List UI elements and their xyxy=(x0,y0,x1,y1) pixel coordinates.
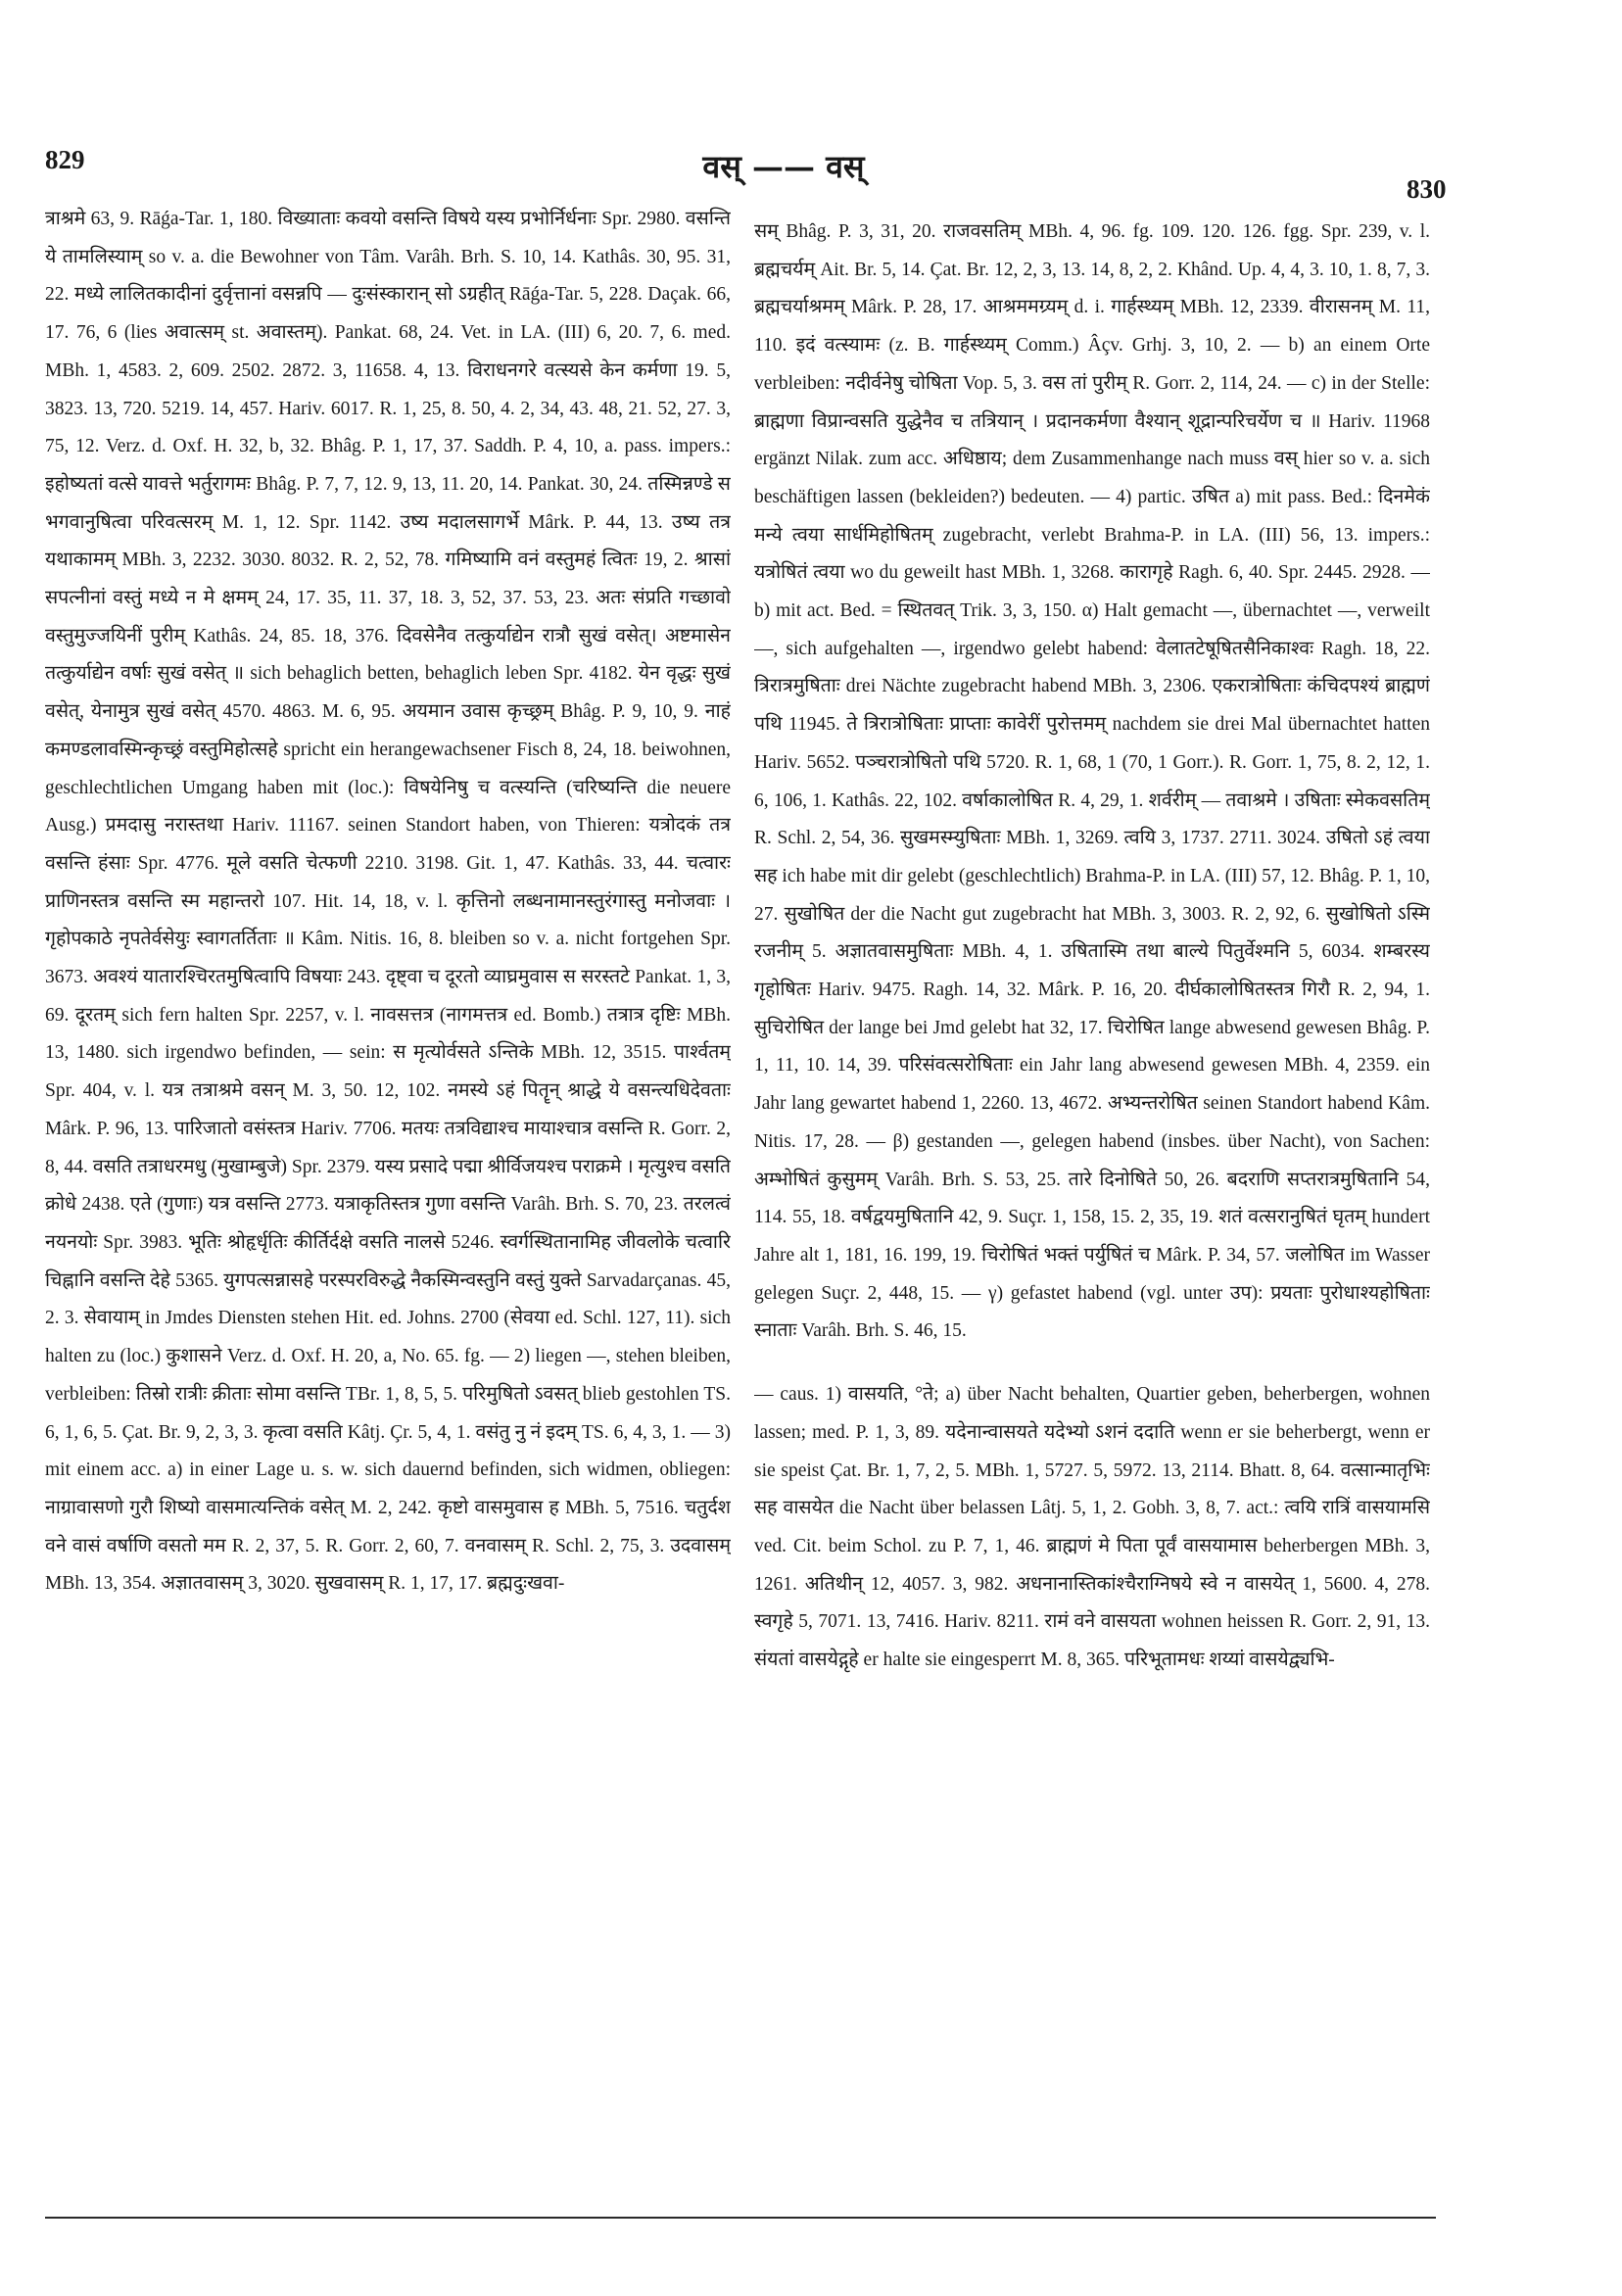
left-page-number: 829 xyxy=(45,145,85,174)
footer-rule xyxy=(45,2217,1436,2219)
running-head: वस् —— वस् xyxy=(702,148,865,185)
right-column xyxy=(754,214,1430,2182)
right-column-paragraph: — caus. 1) वासयति, °ते; a) über Nacht behalten, Quartier geben, beherbergen, wohnen lassen; med. P. 1, 3, 89. यदेनान्वासयते यदेभ्यो ऽशनं ददाति wenn er sie beherbergt, wenn er sie speist Çat. Br. 1, 7, 2, 5. MBh. 1, 5727. 5, 5972. 13, 2114. Bhatt. 8, 64. वत्सान्मातृभिः सह वासयेत die Nacht über belassen Lâtj. 5, 1, 2. Gobh. 3, 8, 7. act.: त्वयि रात्रिं वासयामसि ved. Cit. beim Schol. zu P. 7, 1, 46. ब्राह्मणं मे पिता पूर्वं वासयामास beherbergen MBh. 3, 1261. अतिथीन् 12, 4057. 3, 982. अधनानास्तिकांश्चैराग्निषये स्वे न वासयेत् 1, 5600. 4, 278. स्वगृहे 5, 7071. 13, 7416. Hariv. 8211. रामं वने वासयता wohnen heissen R. Gorr. 2, 91, 13. संयतां वासयेद्गृहे er halte sie eingesperrt M. 8, 365. परिभूतामधः शय्यां वासयेद्व्यभि- xyxy=(754,1384,1430,1671)
left-column xyxy=(45,201,731,2170)
left-column-paragraph: त्राश्रमे 63, 9. Rāǵa-Tar. 1, 180. विख्याताः कवयो वसन्ति विषये यस्य प्रभोर्निर्धनाः Spr. 2980. वसन्ति ये तामलिस्याम् so v. a. die Bewohner von Tâm. Varâh. Brh. S. 10, 14. Kathâs. 30, 95. 31, 22. मध्ये लालितकादीनां दुर्वृत्तानां वसन्नपि — दुःसंस्कारान् सो ऽग्रहीत् Rāǵa-Tar. 5, 228. Daçak. 66, 17. 76, 6 (lies अवात्सम् st. अवास्तम्). Pankat. 68, 24. Vet. in LA. (III) 6, 20. 7, 6. med. MBh. 1, 4583. 2, 609. 2502. 2872. 3, 11658. 4, 13. विराधनगरे वत्स्यसे केन कर्मणा 19. 5, 3823. 13, 720. 5219. 14, 457. Hariv. 6017. R. 1, 25, 8. 50, 4. 2, 34, 43. 48, 21. 52, 27. 3, 75, 12. Verz. d. Oxf. H. 32, b, 32. Bhâg. P. 1, 17, 37. Saddh. P. 4, 10, a. pass. impers.: इहोष्यतां वत्से यावत्ते भर्तुरागमः Bhâg. P. 7, 7, 12. 9, 13, 11. 20, 14. Pankat. 30, 24. तस्मिन्नण्डे स भगवानुषित्वा परिवत्सरम् M. 1, 12. Spr. 1142. उष्य मदालसागर्भे Mârk. P. 44, 13. उष्य तत्र यथाकामम् MBh. 3, 2232. 3030. 8032. R. 2, 52, 78. गमिष्यामि वनं वस्तुमहं त्वितः 19, 2. श्रासां सपत्नीनां वस्तुं मध्ये न मे क्षमम् 24, 17. 35, 11. 37, 18. 3, 52, 37. 53, 23. अतः संप्रति गच्छावो वस्तुमुज्जयिनीं पुरीम् Kathâs. 24, 85. 18, 376. दिवसेनैव तत्कुर्याद्येन रात्रौ सुखं वसेत्। अष्टमासेन तत्कुर्याद्येन वर्षाः सुखं वसेत् ॥ sich behaglich betten, behaglich leben Spr. 4182. येन वृद्धः सुखं वसेत्, येनामुत्र सुखं वसेत् 4570. 4863. M. 6, 95. अयमान उवास कृच्छ्रम् Bhâg. P. 9, 10, 9. नाहं कमण्डलावस्मिन्कृच्छ्रं वस्तुमिहोत्सहे spricht ein herangewachsener Fisch 8, 24, 18. beiwohnen, geschlechtlichen Umgang haben mit (loc.): विषयेनिषु च वत्स्यन्ति (चरिष्यन्ति die neuere Ausg.) प्रमदासु नरास्तथा Hariv. 11167. seinen Standort haben, von Thieren: यत्रोदकं तत्र वसन्ति हंसाः Spr. 4776. मूले वसति चेत्फणी 2210. 3198. Git. 1, 47. Kathâs. 33, 44. चत्वारः प्राणिनस्तत्र वसन्ति स्म महान्तरो 107. Hit. 14, 18, v. l. कृत्तिनो लब्धनामानस्तुरंगास्तु मनोजवाः । गृहोपकाठे नृपतेर्वसेयुः स्वागतर्तिताः ॥ Kâm. Nitis. 16, 8. bleiben so v. a. nicht fortgehen Spr. 3673. अवश्यं यातारश्चिरतमुषित्वापि विषयाः 243. दृष्ट्वा च दूरतो व्याघ्रमुवास स सरस्तटे Pankat. 1, 3, 69. दूरतम् sich fern halten Spr. 2257, v. l. नावसत्तत्र (नागमत्तत्र ed. Bomb.) तत्रात्र दृष्टिः MBh. 13, 1480. sich irgendwo befinden, — sein: स मृत्योर्वसते ऽन्तिके MBh. 12, 3515. पार्श्वतम् Spr. 404, v. l. यत्र तत्राश्रमे वसन् M. 3, 50. 12, 102. नमस्ये ऽहं पितॄन् श्राद्धे ये वसन्त्यधिदेवताः Mârk. P. 96, 13. पारिजातो वसंस्तत्र Hariv. 7706. मतयः तत्रविद्याश्च मायाश्चात्र वसन्ति R. Gorr. 2, 8, 44. वसति तत्राधरमधु (मुखाम्बुजे) Spr. 2379. यस्य प्रसादे पद्मा श्रीर्विजयश्च पराक्रमे । मृत्युश्च वसति क्रोधे 2438. एते (गुणाः) यत्र वसन्ति 2773. यत्राकृतिस्तत्र गुणा वसन्ति Varâh. Brh. S. 70, 23. तरलत्वं नयनयोः Spr. 3983. भूतिः श्रोहृर्धृतिः कीर्तिर्दक्षे वसति नालसे 5246. स्वर्गस्थितानामिह जीवलोके चत्वारि चिह्नानि वसन्ति देहे 5365. युगपत्सन्नासहे परस्परविरुद्धे नैकस्मिन्वस्तुनि वस्तुं युक्ते Sarvadarçanas. 45, 2. 3. सेवायाम् in Jmdes Diensten stehen Hit. ed. Johns. 2700 (सेवया ed. Schl. 127, 11). sich halten zu (loc.) कुशासने Verz. d. Oxf. H. 20, a, No. 65. fg. — 2) liegen —, stehen bleiben, verbleiben: तिस्रो रात्रीः क्रीताः सोमा वसन्ति TBr. 1, 8, 5, 5. परिमुषितो ऽवसत् blieb gestohlen TS. 6, 1, 6, 5. Çat. Br. 9, 2, 3, 3. कृत्वा वसति Kâtj. Çr. 5, 4, 1. वसंतु नु नं इदम् TS. 6, 4, 3, 1. — 3) mit einem acc. a) in einer Lage u. s. w. sich dauernd befinden, sich widmen, obliegen: नाग्रावासणो गुरौ शिष्यो वासमात्यन्तिकं वसेत् M. 2, 242. कृष्टो वासमुवास ह MBh. 5, 7516. चतुर्दश वने वासं वर्षाणि वसतो मम R. 2, 37, 5. R. Gorr. 2, 60, 7. वनवासम् R. Schl. 2, 75, 3. उदवासम् MBh. 13, 354. अज्ञातवासम् 3, 3020. सुखवासम् R. 1, 17, 17. ब्रह्मदुःखवा- xyxy=(45,209,731,1595)
right-page-number: 830 xyxy=(1407,174,1447,204)
right-column-paragraph: सम् Bhâg. P. 3, 31, 20. राजवसतिम् MBh. 4, 96. fg. 109. 120. 126. fgg. Spr. 239, v. l. ब्रह्मचर्यम् Ait. Br. 5, 14. Çat. Br. 12, 2, 3, 13. 14, 8, 2, 2. Khând. Up. 4, 4, 3. 10, 1. 8, 7, 3. ब्रह्मचर्याश्रमम् Mârk. P. 28, 17. आश्रममग्र्यम् d. i. गार्हस्थ्यम् MBh. 12, 2339. वीरासनम् M. 11, 110. इदं वत्स्यामः (z. B. गार्हस्थ्यम् Comm.) Âçv. Grhj. 3, 10, 2. — b) an einem Orte verbleiben: नदीर्वनेषु चोषिता Vop. 5, 3. वस तां पुरीम् R. Gorr. 2, 114, 24. — c) in der Stelle: ब्राह्मणा विप्रान्वसति युद्धेनैव च तत्रियान् । प्रदानकर्मणा वैश्यान् शूद्रान्परिचर्येण च ॥ Hariv. 11968 ergänzt Nilak. zum acc. अधिष्ठाय; dem Zusammenhange nach muss वस् hier so v. a. sich beschäftigen lassen (bekleiden?) bedeuten. — 4) partic. उषित a) mit pass. Bed.: दिनमेकं मन्ये त्वया सार्धमिहोषितम् zugebracht, verlebt Brahma-P. in LA. (III) 56, 13. impers.: यत्रोषितं त्वया wo du geweilt hast MBh. 1, 3268. कारागृहे Ragh. 6, 40. Spr. 2445. 2928. — b) mit act. Bed. = स्थितवत् Trik. 3, 3, 150. α) Halt gemacht —, übernachtet —, verweilt —, sich aufgehalten —, irgendwo gelebt habend: वेलातटेषूषितसैनिकाश्वः Ragh. 18, 22. त्रिरात्रमुषिताः drei Nächte zugebracht habend MBh. 3, 2306. एकरात्रोषिताः कंचिदपश्यं ब्राह्मणं पथि 11945. ते त्रिरात्रोषिताः प्राप्ताः कावेरीं पुरोत्तमम् nachdem sie drei Mal übernachtet hatten Hariv. 5652. पञ्चरात्रोषितो पथि 5720. R. 1, 68, 1 (70, 1 Gorr.). R. Gorr. 1, 75, 8. 2, 12, 1. 6, 106, 1. Kathâs. 22, 102. वर्षाकालोषित R. 4, 29, 1. शर्वरीम् — तवाश्रमे । उषिताः स्मेकवसतिम् R. Schl. 2, 54, 36. सुखमस्म्युषिताः MBh. 1, 3269. त्वयि 3, 1737. 2711. 3024. उषितो ऽहं त्वया सह ich habe mit dir gelebt (geschlechtlich) Brahma-P. in LA. (III) 57, 12. Bhâg. P. 1, 10, 27. सुखोषित der die Nacht gut zugebracht hat MBh. 3, 3003. R. 2, 92, 6. सुखोषितो ऽस्मि रजनीम् 5. अज्ञातवासमुषिताः MBh. 4, 1. उषितास्मि तथा बाल्ये पितुर्वेश्मनि 5, 6034. शम्बरस्य गृहोषितः Hariv. 9475. Ragh. 14, 32. Mârk. P. 16, 20. दीर्घकालोषितस्तत्र गिरौ R. 2, 94, 1. सुचिरोषित der lange bei Jmd gelebt hat 32, 17. चिरोषित lange abwesend gewesen Bhâg. P. 1, 11, 10. 14, 39. परिसंवत्सरोषिताः ein Jahr lang abwesend gewesen MBh. 4, 2359. ein Jahr lang gewartet habend 1, 2260. 13, 4672. अभ्यन्तरोषित seinen Standort habend Kâm. Nitis. 17, 28. — β) gestanden —, gelegen habend (insbes. über Nacht), von Sachen: अम्भोषितं कुसुमम् Varâh. Brh. S. 53, 25. तारे दिनोषिते 50, 26. बदराणि सप्तरात्रमुषितानि 54, 114. 55, 18. वर्षद्वयमुषितानि 42, 9. Suçr. 1, 158, 15. 2, 35, 19. शतं वत्सरानुषितं घृतम् hundert Jahre alt 1, 181, 16. 199, 19. चिरोषितं भक्तं पर्युषितं च Mârk. P. 34, 57. जलोषित im Wasser gelegen Suçr. 2, 448, 15. — γ) gefastet habend (vgl. unter उप): प्रयताः पुरोधाश्यहोषिताः स्नाताः Varâh. Brh. S. 46, 15. xyxy=(754,221,1430,1342)
